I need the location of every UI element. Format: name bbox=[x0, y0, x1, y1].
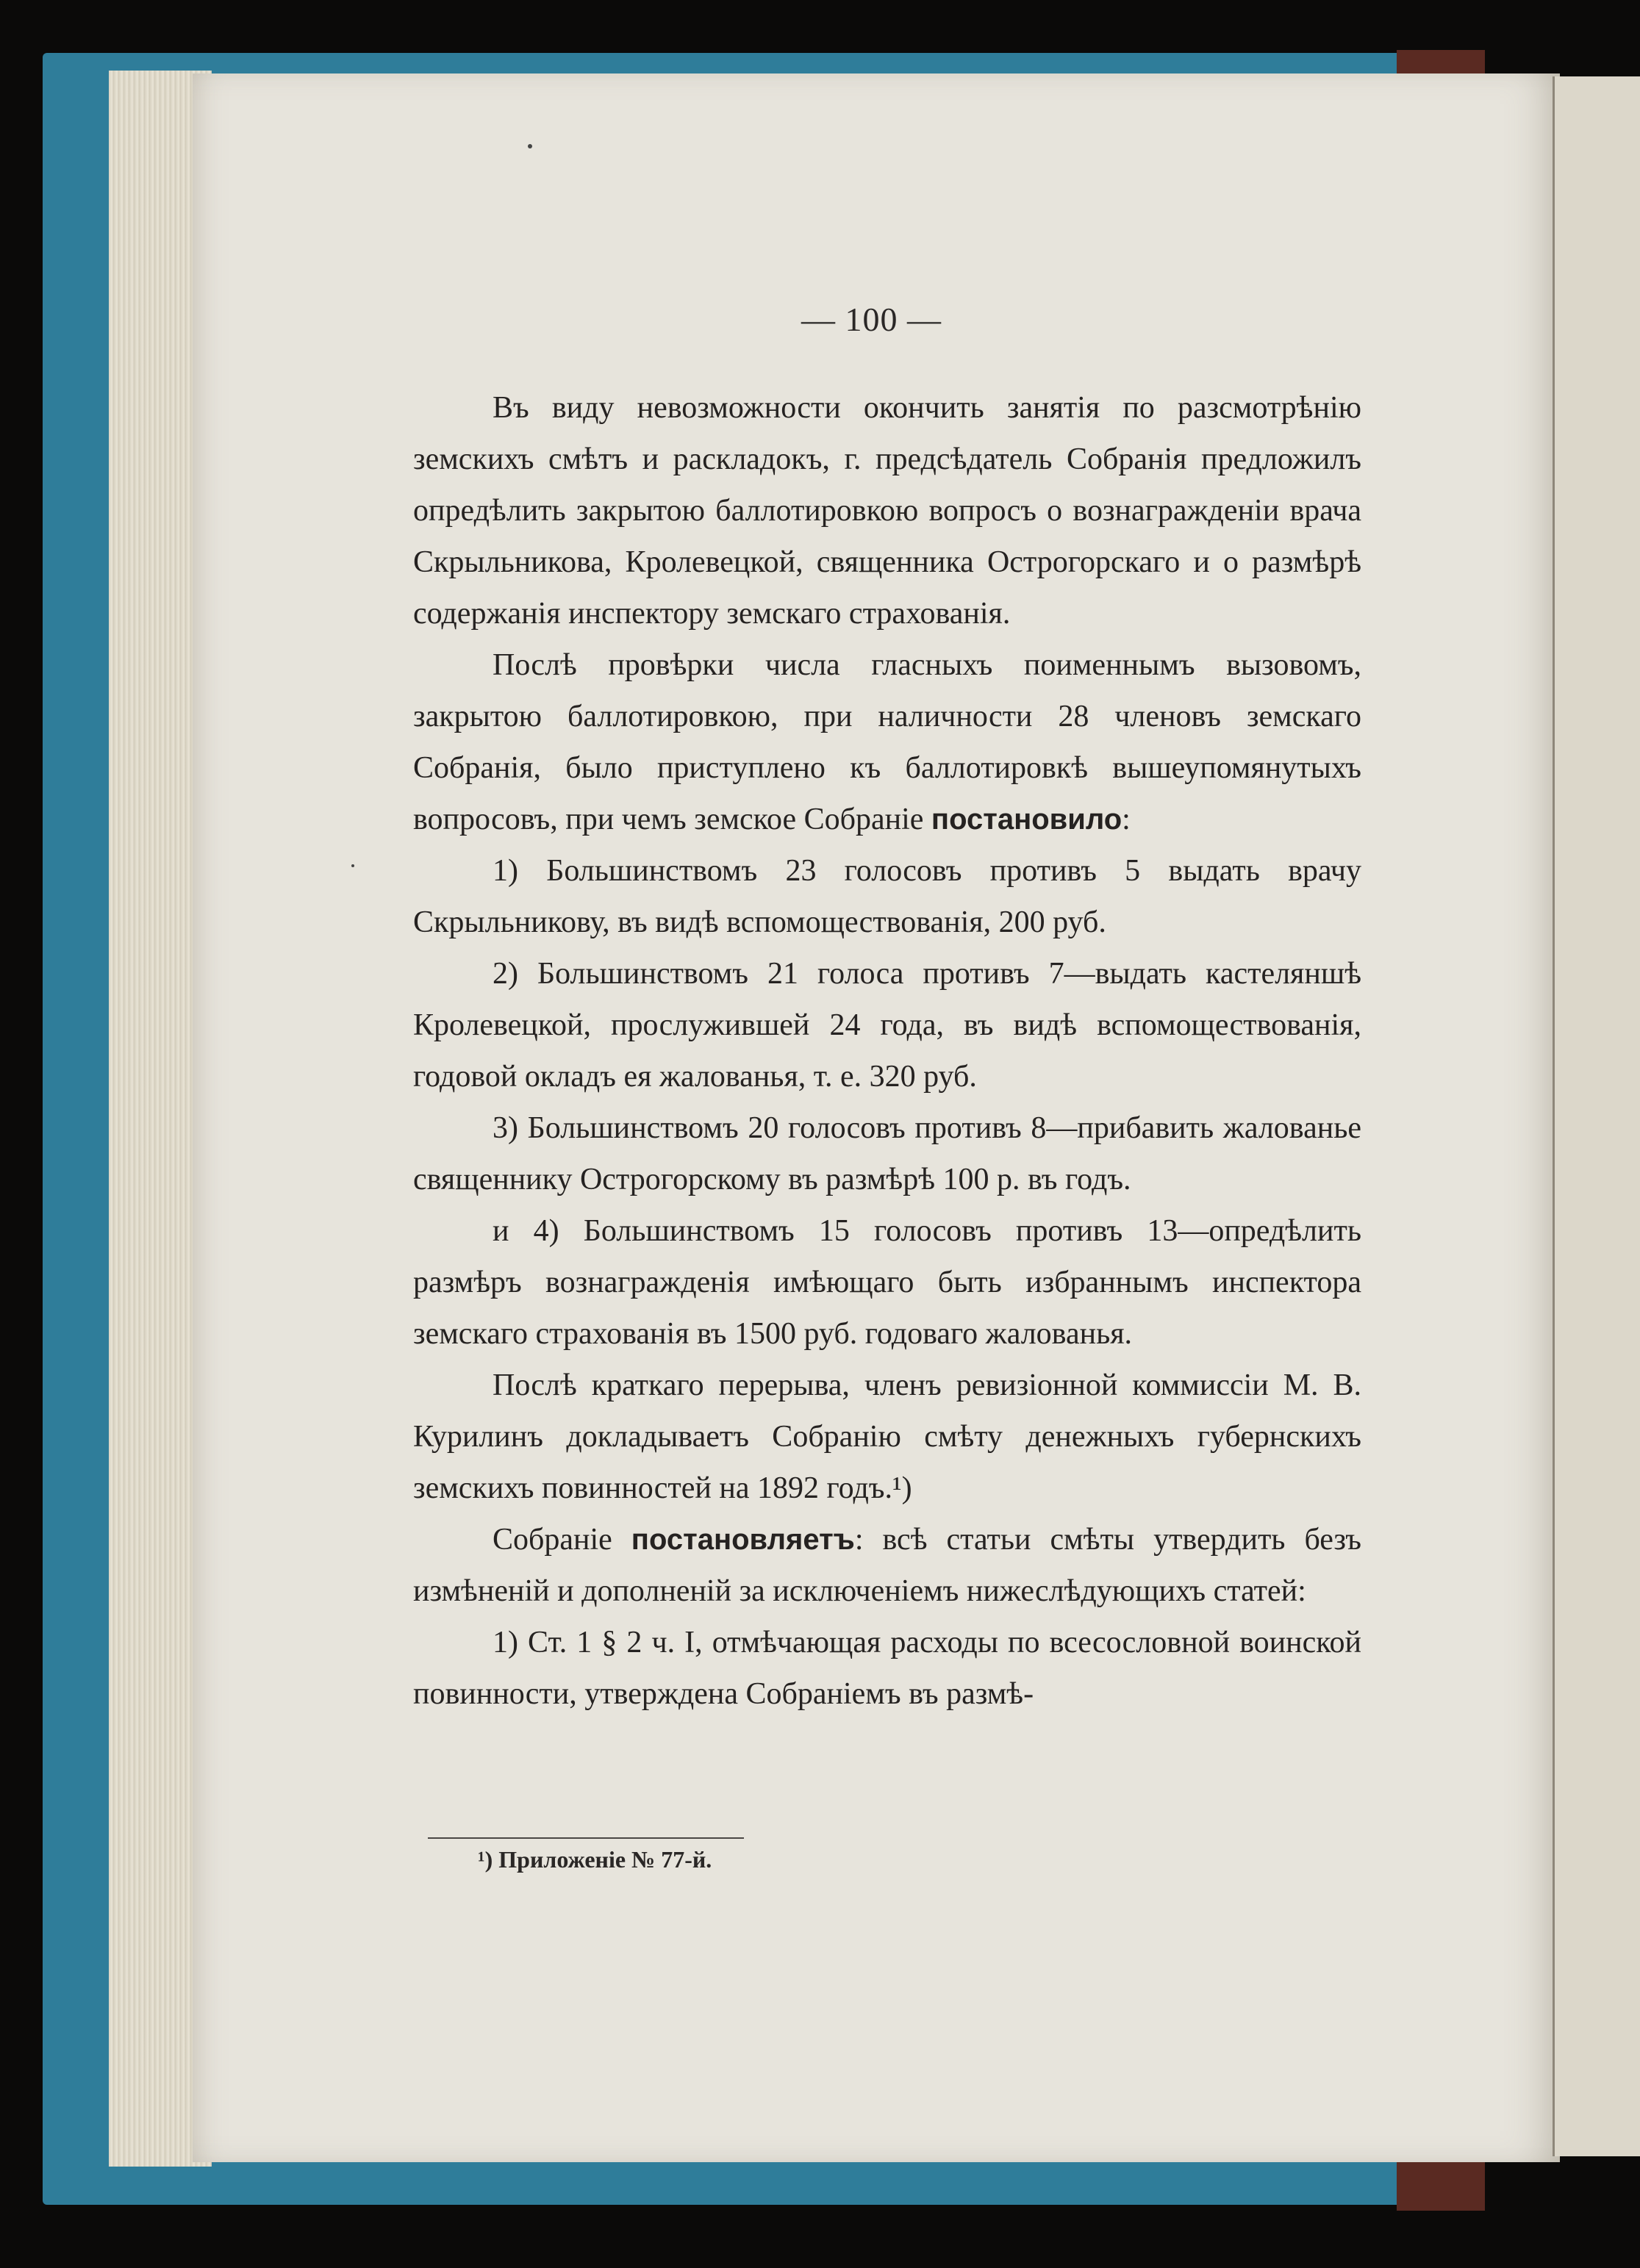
page-text bbox=[413, 382, 1361, 1720]
footnote-rule bbox=[428, 1837, 744, 1839]
resolution-item: 3) Большинствомъ 20 голосовъ противъ 8—прибавить жалованье священнику Острогорскому въ размѣрѣ 100 р. въ годъ. bbox=[413, 1111, 1361, 1196]
resolution-item: 1) Большинствомъ 23 голосовъ противъ 5 выдать врачу Скрыльникову, въ видѣ вспомоществованія, 200 руб. bbox=[413, 854, 1361, 939]
paragraph: Въ виду невозможности окончить занятія по разсмотрѣнію земскихъ смѣтъ и раскладокъ, г. предсѣдатель Собранія предложилъ опредѣлить закрытою баллотировкою вопросъ о вознагражденіи врача Скрыльникова, Кролевецкой, священника Острогорскаго и о размѣрѣ содержанія инспектору земскаго страхованія. bbox=[413, 391, 1361, 631]
paragraph bbox=[413, 1514, 1361, 1617]
page-number: — 100 — bbox=[801, 301, 942, 338]
paragraph-text: : всѣ статьи смѣты утвердить безъ измѣненій и дополненій за исключеніемъ нижеслѣдующихъ статей: bbox=[413, 1523, 1361, 1608]
paragraph-text: Послѣ провѣрки числа гласныхъ поименнымъ вызовомъ, закрытою баллотировкою, при наличности 28 членовъ земскаго Собранія, было приступлено къ баллотировкѣ вышеупомянутыхъ вопросовъ, при чемъ земское Собраніе bbox=[413, 648, 1361, 836]
resolution-item: 2) Большинствомъ 21 голоса противъ 7—выдать кастеляншѣ Кролевецкой, прослужившей 24 года, въ видѣ вспомоществованія, годовой окладъ ея жалованья, т. е. 320 руб. bbox=[413, 957, 1361, 1094]
paragraph: Послѣ краткаго перерыва, членъ ревизіонной коммиссіи М. В. Курилинъ докладываетъ Собранію смѣту денежныхъ губернскихъ земскихъ повинностей на 1892 годъ.¹) bbox=[413, 1368, 1361, 1505]
resolution-keyword: постановило bbox=[931, 803, 1122, 836]
paper-speck bbox=[528, 144, 532, 148]
footnote: ¹) Приложеніе № 77-й. bbox=[478, 1846, 712, 1873]
paragraph bbox=[413, 639, 1361, 845]
next-page-edge bbox=[1553, 76, 1640, 2156]
resolution-item: и 4) Большинствомъ 15 голосовъ противъ 13—опредѣлить размѣръ вознагражденія имѣющаго быть избраннымъ инспектора земскаго страхованія въ 1500 руб. годоваго жалованья. bbox=[413, 1214, 1361, 1351]
paper-speck bbox=[351, 864, 354, 867]
resolution-keyword: постановляетъ bbox=[631, 1524, 855, 1556]
resolution-item: 1) Ст. 1 § 2 ч. I, отмѣчающая расходы по всесословной воинской повинности, утверждена Собраніемъ въ размѣ- bbox=[413, 1626, 1361, 1711]
paragraph-text: Собраніе bbox=[493, 1523, 631, 1557]
paragraph-text: : bbox=[1122, 803, 1131, 836]
